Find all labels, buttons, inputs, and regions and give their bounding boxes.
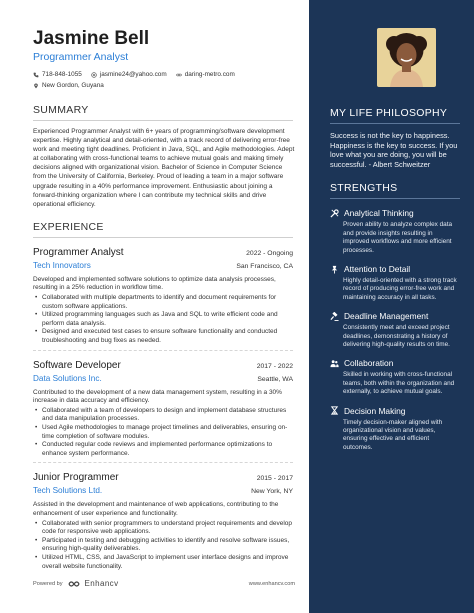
strength-title: Attention to Detail <box>344 264 411 274</box>
job-description: Assisted in the development and maintenance of web applications, contributing to the enhancement of user experience and functionality. <box>33 501 279 517</box>
strength-title: Deadline Management <box>344 311 429 322</box>
strengths-heading: STRENGTHS <box>330 182 460 199</box>
job-bullet: • Collaborated with senior programmers to understand project requirements and develop code for responsive web applications. <box>33 520 293 537</box>
job-divider <box>33 350 293 351</box>
enhancv-logo-icon <box>68 580 80 588</box>
summary-text: Experienced Programmer Analyst with 6+ years of programming/software development expertise. Highly analytical and detail-oriented, with a track record of delivering error-free work and meeting tight deadlines. Proficient in Java, SQL, and Agile methodologies. Adept at collaborating with cross-functional teams to achieve mutual goals and making timely decisions aligned with organizational vision. Bachelor of Science in Computer Science from the University of California, Berkeley. Proud of leading a team in a major software upgrade resulting in a 40% performance improvement. Enthusiastic about joining a forward-thinking organization where I can contribute my technical skills and drive operational efficiency. <box>33 128 295 208</box>
job-divider <box>33 462 293 463</box>
link-icon <box>176 72 182 78</box>
job-bullets <box>33 520 293 572</box>
strength-item <box>330 208 460 255</box>
job-bullet: • Utilized programming languages such as Java and SQL to write efficient code and perform data analysis. <box>33 311 293 328</box>
job-bullet: • Designed and executed test cases to ensure software functionality and conducted troubleshooting and bug fixes as needed. <box>33 328 293 345</box>
hourglass-icon <box>330 406 339 415</box>
job-date: 2017 - 2022 <box>256 362 293 370</box>
phone-icon <box>33 72 39 78</box>
strength-item <box>330 406 460 453</box>
job-entry <box>33 247 293 351</box>
job-bullets <box>33 294 293 346</box>
job-entry <box>33 360 293 464</box>
contact-info <box>33 69 293 91</box>
email-text: jasmine24@yahoo.com <box>99 71 167 78</box>
brand-name: Enhancv <box>84 579 119 588</box>
strength-description: Proven ability to analyze complex data and provide insights resulting in improved workflows and more efficient processes. <box>343 221 453 254</box>
email-contact[interactable] <box>91 69 167 80</box>
job-title: Junior Programmer <box>33 472 119 484</box>
strength-title: Decision Making <box>344 405 406 416</box>
job-title: Software Developer <box>33 359 121 371</box>
experience-heading: EXPERIENCE <box>33 221 293 238</box>
profile-photo <box>377 28 436 87</box>
job-location: Seattle, WA <box>257 375 293 383</box>
avatar-icon <box>377 28 436 87</box>
at-icon <box>91 72 97 78</box>
strength-title: Collaboration <box>344 358 394 369</box>
phone-text: 718-848-1055 <box>42 71 82 78</box>
footer-url[interactable]: www.enhancv.com <box>248 580 295 587</box>
strength-description: Timely decision-maker aligned with organizational vision and values, ensuring effective and efficient outcomes. <box>343 418 443 451</box>
tools-icon <box>330 209 339 218</box>
website-text: daring-metro.com <box>184 71 235 78</box>
job-bullet: • Collaborated with a team of developers to design and implement database structures and data manipulation processes. <box>33 407 293 424</box>
strength-title: Analytical Thinking <box>344 208 414 219</box>
job-bullet: • Used Agile methodologies to manage project timelines and deliverables, ensuring on-time completion of software modules. <box>33 424 293 441</box>
job-date: 2022 - Ongoing <box>246 249 293 257</box>
job-entry <box>33 472 293 571</box>
people-icon <box>330 359 339 368</box>
job-bullet: • Conducted regular code reviews and implemented performance optimizations to enhance system performance. <box>33 441 293 458</box>
job-date: 2015 - 2017 <box>256 475 293 483</box>
job-location: San Francisco, CA <box>236 262 293 270</box>
strength-description: Skilled in working with cross-functional teams, both within the organization and externally, to achieve mutual goals. <box>343 371 455 396</box>
pushpin-icon <box>330 265 339 274</box>
sidebar <box>309 0 474 613</box>
strength-item <box>330 264 460 302</box>
job-bullet: • Participated in testing and debugging activities to identify and resolve software issues, ensuring high-quality deliverables. <box>33 537 293 554</box>
location-pin-icon <box>33 83 39 89</box>
job-company: Data Solutions Inc. <box>33 373 102 383</box>
job-bullet: • Collaborated with multiple departments to identify and document requirements for custom software applications. <box>33 294 293 311</box>
strength-item <box>330 358 460 396</box>
page-footer <box>33 579 295 588</box>
job-bullets <box>33 407 293 459</box>
summary-heading: SUMMARY <box>33 104 293 121</box>
job-location: New York, NY <box>251 488 293 496</box>
job-description: Developed and implemented software solutions to optimize data analysis processes, resulting in a 25% reduction in workflow time. <box>33 275 276 292</box>
candidate-role: Programmer Analyst <box>33 51 129 63</box>
powered-by-text: Powered by <box>33 580 63 587</box>
job-company: Tech Innovators <box>33 260 91 270</box>
phone-contact[interactable] <box>33 69 82 80</box>
job-company: Tech Solutions Ltd. <box>33 486 103 496</box>
job-title: Programmer Analyst <box>33 246 124 258</box>
philosophy-quote: Success is not the key to happiness. Happiness is the key to success. If you love what you are doing, you will be successful. - Albert Schweitzer <box>330 131 458 169</box>
strength-description: Highly detail-oriented with a strong track record of producing error-free work and maintaining accuracy in all tasks. <box>343 277 457 301</box>
candidate-name: Jasmine Bell <box>33 28 150 49</box>
gavel-icon <box>330 312 339 321</box>
philosophy-heading: MY LIFE PHILOSOPHY <box>330 107 460 124</box>
website-contact[interactable] <box>176 69 235 80</box>
footer-brand <box>33 579 118 588</box>
job-description: Contributed to the development of a new data management system, resulting in a 30% increase in data accuracy and efficiency. <box>33 388 282 405</box>
strength-description: Consistently meet and exceed project deadlines, demonstrating a history of delivering high-quality results on time. <box>343 324 450 349</box>
location-contact <box>33 80 293 91</box>
strength-item <box>330 311 460 349</box>
location-text: New Gordon, Guyana <box>42 82 104 89</box>
job-bullet: • Utilized HTML, CSS, and JavaScript to implement user interface designs and improve overall website functionality. <box>33 554 293 571</box>
